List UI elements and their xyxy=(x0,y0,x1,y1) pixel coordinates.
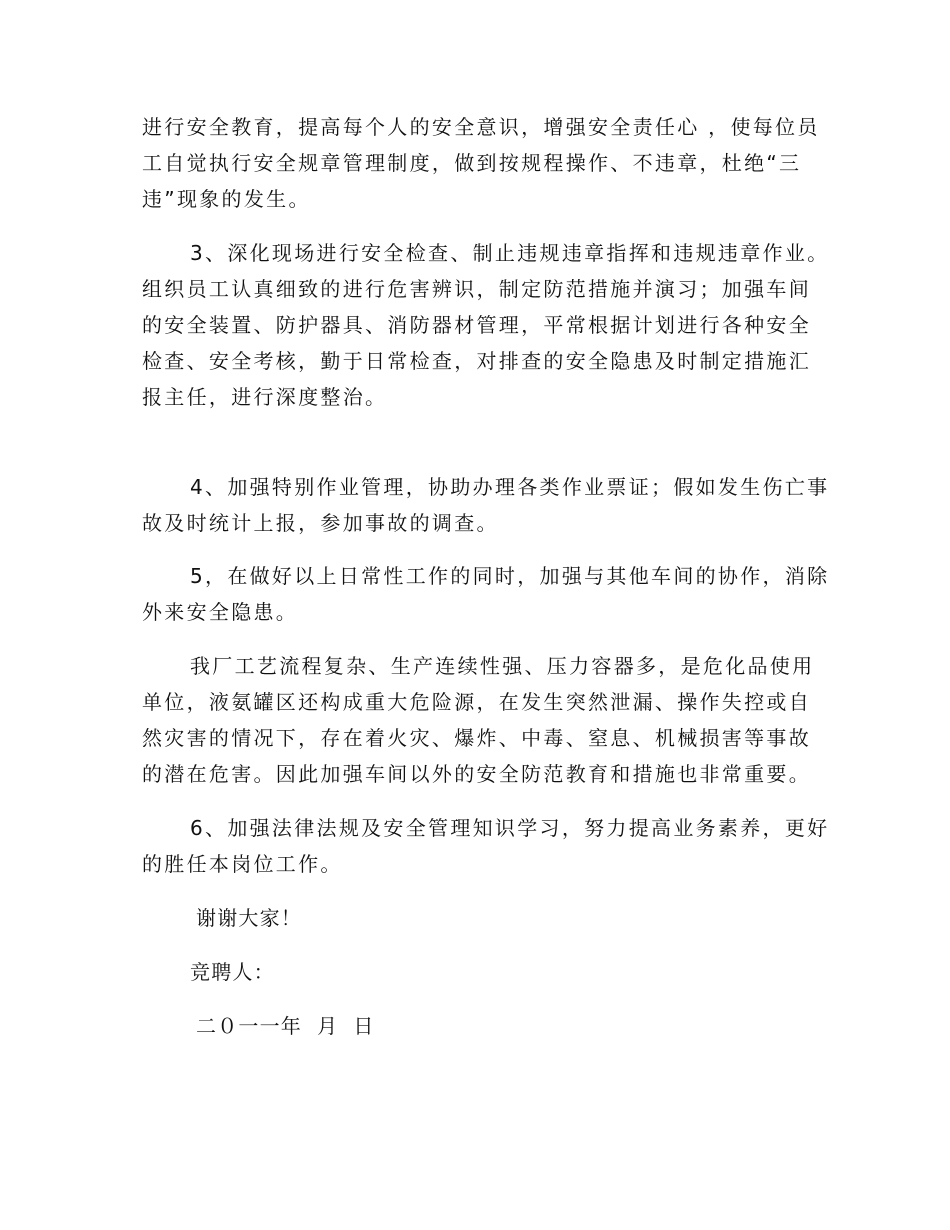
text-line: 的潜在危害。因此加强车间以外的安全防范教育和措施也非常重要。 xyxy=(142,762,811,786)
text-line: 3、深化现场进行安全检查、制止违规违章指挥和违规违章作业。 xyxy=(190,241,830,265)
text-line: 5，在做好以上日常性工作的同时，加强与其他车间的协作，消除 xyxy=(190,564,830,588)
text-line: 然灾害的情况下，存在着火灾、爆炸、中毒、窒息、机械损害等事故 xyxy=(142,726,811,750)
text-line: 检查、安全考核，勤于日常检查，对排查的安全隐患及时制定措施汇 xyxy=(142,349,811,373)
text-line: 单位，液氨罐区还构成重大危险源，在发生突然泄漏、操作失控或自 xyxy=(142,690,811,714)
text-line: 违”现象的发生。 xyxy=(142,187,311,211)
text-line: 故及时统计上报，参加事故的调查。 xyxy=(142,511,499,535)
text-line xyxy=(142,415,812,451)
text-line: 的胜任本岗位工作。 xyxy=(142,852,343,876)
text-line: 的安全装置、防护器具、消防器材管理，平常根据计划进行各种安全 xyxy=(142,313,811,337)
text-line: 进行安全教育，提高每个人的安全意识，增强安全责任心 ，使每位员 xyxy=(142,115,820,139)
closing-thanks: 谢谢大家！ xyxy=(196,906,302,930)
text-line: 我厂工艺流程复杂、生产连续性强、压力容器多，是危化品使用 xyxy=(190,654,815,678)
text-line: 外来安全隐患。 xyxy=(142,600,299,624)
applicant-signature-label: 竞聘人： xyxy=(190,960,275,984)
text-line: 4、加强特别作业管理，协助办理各类作业票证；假如发生伤亡事 xyxy=(190,475,830,499)
text-line: 报主任，进行深度整治。 xyxy=(142,385,388,409)
text-line: 工自觉执行安全规章管理制度，做到按规程操作、不违章，杜绝“三 xyxy=(142,151,802,175)
text-line: 组织员工认真细致的进行危害辨识，制定防范措施并演习；加强车间 xyxy=(142,277,811,301)
signature-date: 二０一一年 月 日 xyxy=(196,1014,375,1038)
text-line: 6、加强法律法规及安全管理知识学习，努力提高业务素养，更好 xyxy=(190,816,830,840)
